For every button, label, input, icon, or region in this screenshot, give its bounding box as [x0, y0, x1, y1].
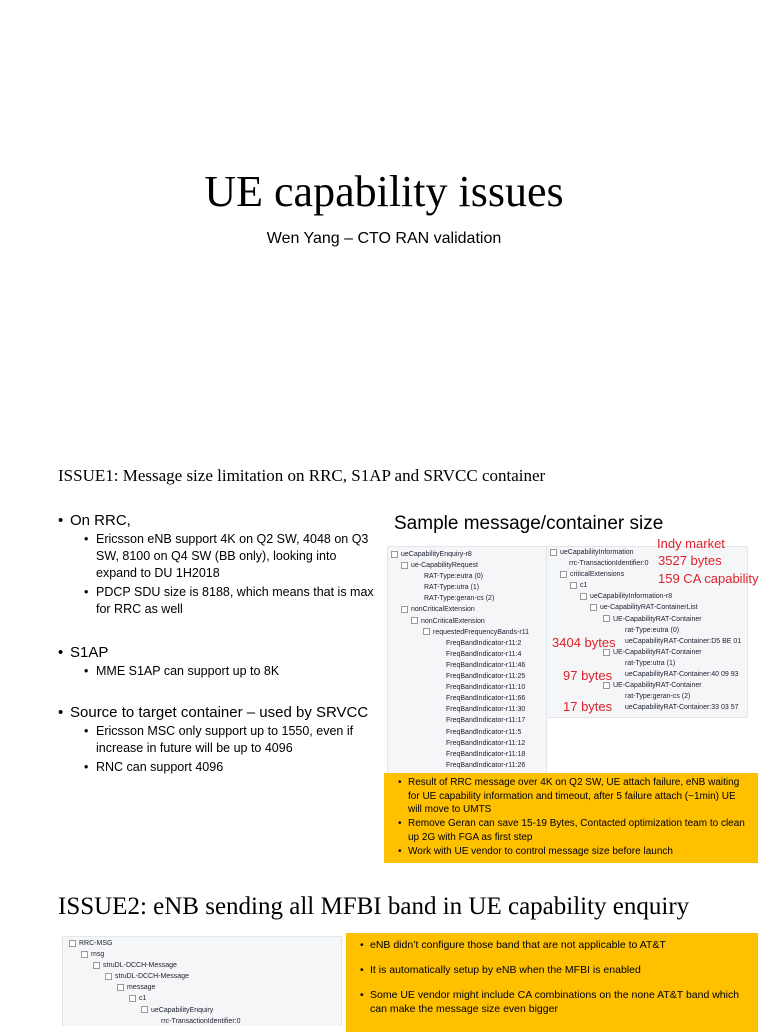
- tree-node: c1: [63, 993, 341, 1004]
- tree-toggle-icon: [93, 962, 100, 969]
- tree-toggle-icon: [105, 973, 112, 980]
- bullet-rrc: • On RRC,: [58, 512, 378, 529]
- tree-node: UE-CapabilityRAT-Container: [547, 647, 747, 658]
- tree-node: struDL-DCCH-Message: [63, 971, 341, 982]
- tree-node: ue-CapabilityRequest: [388, 560, 546, 571]
- sub-bullet: • MME S1AP can support up to 8K: [84, 663, 378, 680]
- geran-size-label: 17 bytes: [563, 699, 613, 714]
- tree-node: FreqBandIndicator-r11:2: [446, 639, 522, 647]
- tree-node: FreqBandIndicator-r11:4: [446, 650, 522, 658]
- tree-toggle-icon: [129, 995, 136, 1002]
- tree-toggle-icon: [423, 628, 430, 635]
- tree-node: RAT-Type:geran-cs (2): [424, 595, 495, 603]
- tree-node: FreqBandIndicator-r11:12: [446, 739, 526, 747]
- callout-item: • It is automatically setup by eNB when the MFBI is enabled: [370, 963, 750, 977]
- issue1-heading: ISSUE1: Message size limitation on RRC, S1AP and SRVCC container: [58, 466, 546, 485]
- tree-node: rat-Type:eutra (0): [625, 626, 680, 634]
- sample-title: Sample message/container size: [394, 513, 664, 534]
- tree-toggle-icon: [411, 617, 418, 624]
- bullet-container: • Source to target container – used by SRVCC: [58, 704, 378, 721]
- total-size-label: 3527 bytes: [658, 553, 722, 568]
- tree-toggle-icon: [401, 606, 408, 613]
- tree-node: nonCriticalExtension: [388, 616, 546, 627]
- issue1-callout: [384, 773, 758, 863]
- sub-bullet: • RNC can support 4096: [84, 759, 378, 776]
- tree-node: criticalExtensions: [547, 569, 747, 580]
- sub-bullet: • Ericsson MSC only support up to 1550, even if increase in future will be up to 4096: [84, 723, 378, 757]
- tree-node: FreqBandIndicator-r11:10: [446, 684, 526, 692]
- capability-enquiry-tree: [387, 546, 547, 776]
- tree-node: rat-Type:utra (1): [625, 659, 676, 667]
- tree-toggle-icon: [69, 940, 76, 947]
- callout-item: • Result of RRC message over 4K on Q2 SW, UE attach failure, eNB waiting for UE capability information and timeout, after 5 failure attach (~1min) UE will move to UMTS: [408, 776, 750, 817]
- tree-node: requestedFrequencyBands-r11: [388, 627, 546, 638]
- tree-toggle-icon: [117, 984, 124, 991]
- tree-node: FreqBandIndicator-r11:25: [446, 673, 526, 681]
- tree-node: FreqBandIndicator-r11:26: [446, 761, 526, 769]
- tree-toggle-icon: [560, 571, 567, 578]
- tree-node: ueCapabilityInformation: [547, 547, 747, 558]
- tree-node: struDL-DCCH-Message: [63, 960, 341, 971]
- tree-node: ueCapabilityRAT-Container:40 09 93: [625, 671, 739, 679]
- tree-node: FreqBandIndicator-r11:17: [446, 717, 526, 725]
- issue2-callout: [346, 933, 758, 1032]
- tree-node: FreqBandIndicator-r11:46: [446, 661, 526, 669]
- tree-node: msg: [63, 949, 341, 960]
- tree-node: c1: [547, 580, 747, 591]
- callout-item: • Remove Geran can save 15-19 Bytes, Contacted optimization team to clean up 2G with FGA as first step: [408, 817, 750, 844]
- tree-node: FreqBandIndicator-r11:5: [446, 728, 522, 736]
- tree-node: FreqBandIndicator-r11:66: [446, 695, 526, 703]
- mfbi-enquiry-tree: [62, 936, 342, 1026]
- tree-node: ueCapabilityInformation-r8: [547, 591, 747, 602]
- tree-node: message: [63, 982, 341, 993]
- tree-node: FreqBandIndicator-r11:30: [446, 706, 526, 714]
- tree-node: ue-CapabilityRAT-ContainerList: [547, 602, 747, 613]
- tree-node: rrc-TransactionIdentifier:0: [161, 1017, 241, 1025]
- slide-subtitle: Wen Yang – CTO RAN validation: [266, 230, 502, 247]
- tree-node: FreqBandIndicator-r11:18: [446, 750, 526, 758]
- tree-node: ueCapabilityRAT-Container:33 03 57: [625, 704, 739, 712]
- bullet-s1ap: • S1AP: [58, 644, 378, 661]
- tree-toggle-icon: [570, 582, 577, 589]
- callout-item: • eNB didn’t configure those band that are not applicable to AT&T: [370, 938, 750, 952]
- tree-toggle-icon: [81, 951, 88, 958]
- tree-node: rat-Type:geran-cs (2): [625, 693, 691, 701]
- eutra-size-label: 3404 bytes: [552, 635, 616, 650]
- callout-item: • Work with UE vendor to control message size before launch: [408, 845, 750, 859]
- ca-capability-label: 159 CA capability: [658, 571, 759, 586]
- issue2-heading: ISSUE2: eNB sending all MFBI band in UE capability enquiry: [58, 893, 690, 920]
- tree-node: UE-CapabilityRAT-Container: [547, 680, 747, 691]
- tree-node: RAT-Type:eutra (0): [424, 573, 484, 581]
- tree-node: UE-CapabilityRAT-Container: [547, 614, 747, 625]
- utra-size-label: 97 bytes: [563, 668, 613, 683]
- tree-toggle-icon: [590, 604, 597, 611]
- sub-bullet: • Ericsson eNB support 4K on Q2 SW, 4048 on Q3 SW, 8100 on Q4 SW (BB only), looking into expand to DU 1H2018: [84, 531, 378, 582]
- issue1-bullet-list: [58, 512, 378, 776]
- tree-toggle-icon: [580, 593, 587, 600]
- tree-node: RAT-Type:utra (1): [424, 584, 480, 592]
- tree-node: ueCapabilityRAT-Container:D5 BE 01: [625, 637, 742, 645]
- tree-node: nonCriticalExtension: [388, 604, 546, 615]
- tree-node: RRC-MSG: [63, 938, 341, 949]
- tree-toggle-icon: [401, 562, 408, 569]
- tree-node: ueCapabilityEnquiry-r8: [388, 549, 546, 560]
- tree-node: rrc-TransactionIdentifier:0: [569, 560, 649, 568]
- callout-item: • Some UE vendor might include CA combinations on the none AT&T band which can make the message size even bigger: [370, 988, 750, 1016]
- tree-toggle-icon: [141, 1006, 148, 1013]
- slide-title: UE capability issues: [204, 167, 564, 216]
- tree-toggle-icon: [603, 615, 610, 622]
- tree-toggle-icon: [550, 549, 557, 556]
- tree-toggle-icon: [391, 551, 398, 558]
- tree-node: ueCapabilityEnquiry: [63, 1005, 341, 1016]
- sub-bullet: • PDCP SDU size is 8188, which means that is max for RRC as well: [84, 584, 378, 618]
- market-label: Indy market: [657, 536, 725, 551]
